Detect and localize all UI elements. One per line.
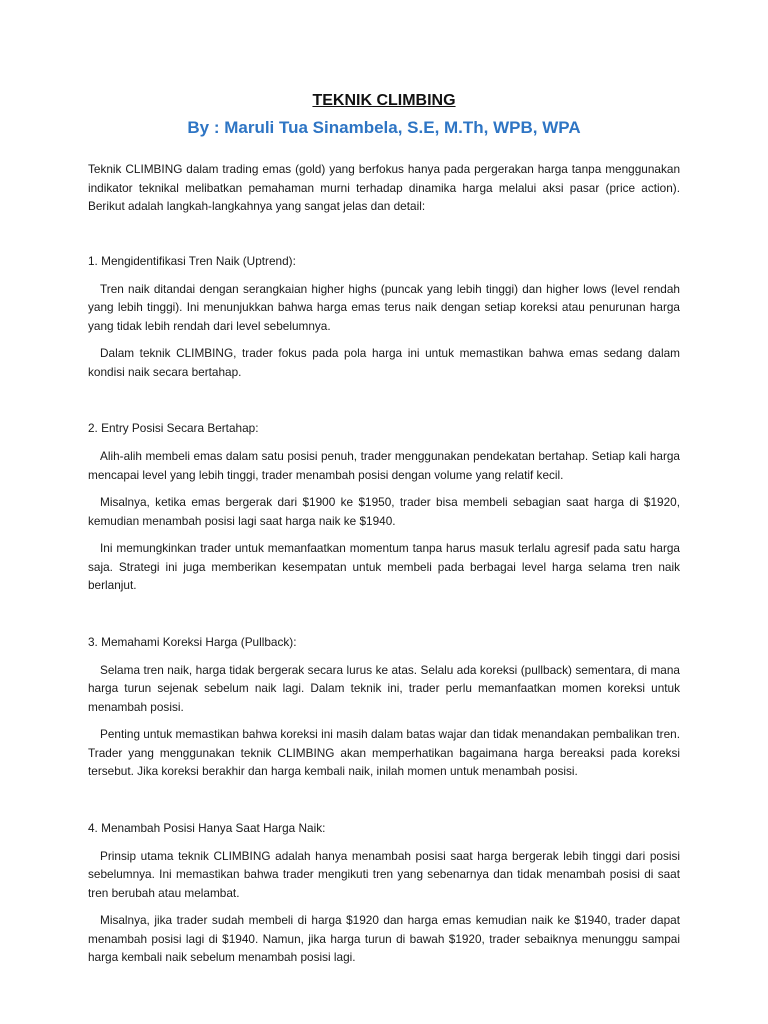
section-paragraph: Tren naik ditandai dengan serangkaian higher highs (puncak yang lebih tinggi) dan higher lows (level rendah yang lebih tinggi). Ini menunjukkan bahwa harga emas terus naik dengan setiap koreksi atau penurunan harga yang tidak lebih rendah dari level sebelumnya. (88, 281, 680, 333)
section-heading: 3. Memahami Koreksi Harga (Pullback): (88, 634, 297, 649)
section-2 (88, 419, 680, 595)
section-paragraph: Alih-alih membeli emas dalam satu posisi penuh, trader menggunakan pendekatan bertahap. Setiap kali harga mencapai level yang lebih tinggi, trader menambah posisi dengan volume yang relatif kecil. (88, 449, 680, 482)
section-paragraph: Selama tren naik, harga tidak bergerak secara lurus ke atas. Selalu ada koreksi (pullback) sementara, di mana harga turun sejenak sebelum naik lagi. Dalam teknik ini, trader perlu memanfaatkan momen koreksi untuk menambah posisi. (88, 662, 680, 714)
section-heading: 1. Mengidentifikasi Tren Naik (Uptrend): (88, 253, 296, 268)
section-heading: 2. Entry Posisi Secara Bertahap: (88, 421, 259, 435)
section-paragraph: Dalam teknik CLIMBING, trader fokus pada pola harga ini untuk memastikan bahwa emas sedang dalam kondisi naik secara bertahap. (88, 346, 680, 379)
section-4 (88, 819, 680, 967)
section-paragraph: Ini memungkinkan trader untuk memanfaatkan momentum tanpa harus masuk terlalu agresif pada satu harga saja. Strategi ini juga memberikan kesempatan untuk membeli pada berbagai level harga selama tren naik berlanjut. (88, 541, 680, 592)
section-paragraph: Misalnya, jika trader sudah membeli di harga $1920 dan harga emas kemudian naik ke $1940, trader dapat menambah posisi lagi di $1940. Namun, jika harga turun di bawah $1920, trader sebaiknya menunggu sampai harga kembali naik sebelum menambah posisi lagi. (88, 913, 680, 964)
section-paragraph: Prinsip utama teknik CLIMBING adalah hanya menambah posisi saat harga bergerak lebih tinggi dari posisi sebelumnya. Ini memastikan bahwa trader mengikuti tren yang sebenarnya dan tidak menambah posisi di saat tren berubah atau melambat. (88, 848, 680, 900)
section-1 (88, 252, 680, 382)
section-3 (88, 633, 680, 781)
intro-paragraph: Teknik CLIMBING dalam trading emas (gold) yang berfokus hanya pada pergerakan harga tanpa menggunakan indikator teknikal melibatkan pemahaman murni terhadap dinamika harga melalui aksi pasar (price action). Berikut adalah langkah-langkahnya yang sangat jelas dan detail: (88, 162, 680, 213)
section-paragraph: Penting untuk memastikan bahwa koreksi ini masih dalam batas wajar dan tidak menandakan pembalikan tren. Trader yang menggunakan teknik CLIMBING akan memperhatikan bagaimana harga bereaksi pada koreksi tersebut. Jika koreksi berakhir dan harga kembali naik, inilah momen untuk menambah posisi. (88, 727, 680, 778)
section-heading: 4. Menambah Posisi Hanya Saat Harga Naik: (88, 820, 326, 835)
document-title: TEKNIK CLIMBING (312, 92, 456, 109)
section-paragraph: Misalnya, ketika emas bergerak dari $1900 ke $1950, trader bisa membeli sebagian saat harga di $1920, kemudian menambah posisi lagi saat harga naik ke $1940. (88, 495, 680, 528)
document-author: By : Maruli Tua Sinambela, S.E, M.Th, WPB, WPA (187, 118, 581, 137)
